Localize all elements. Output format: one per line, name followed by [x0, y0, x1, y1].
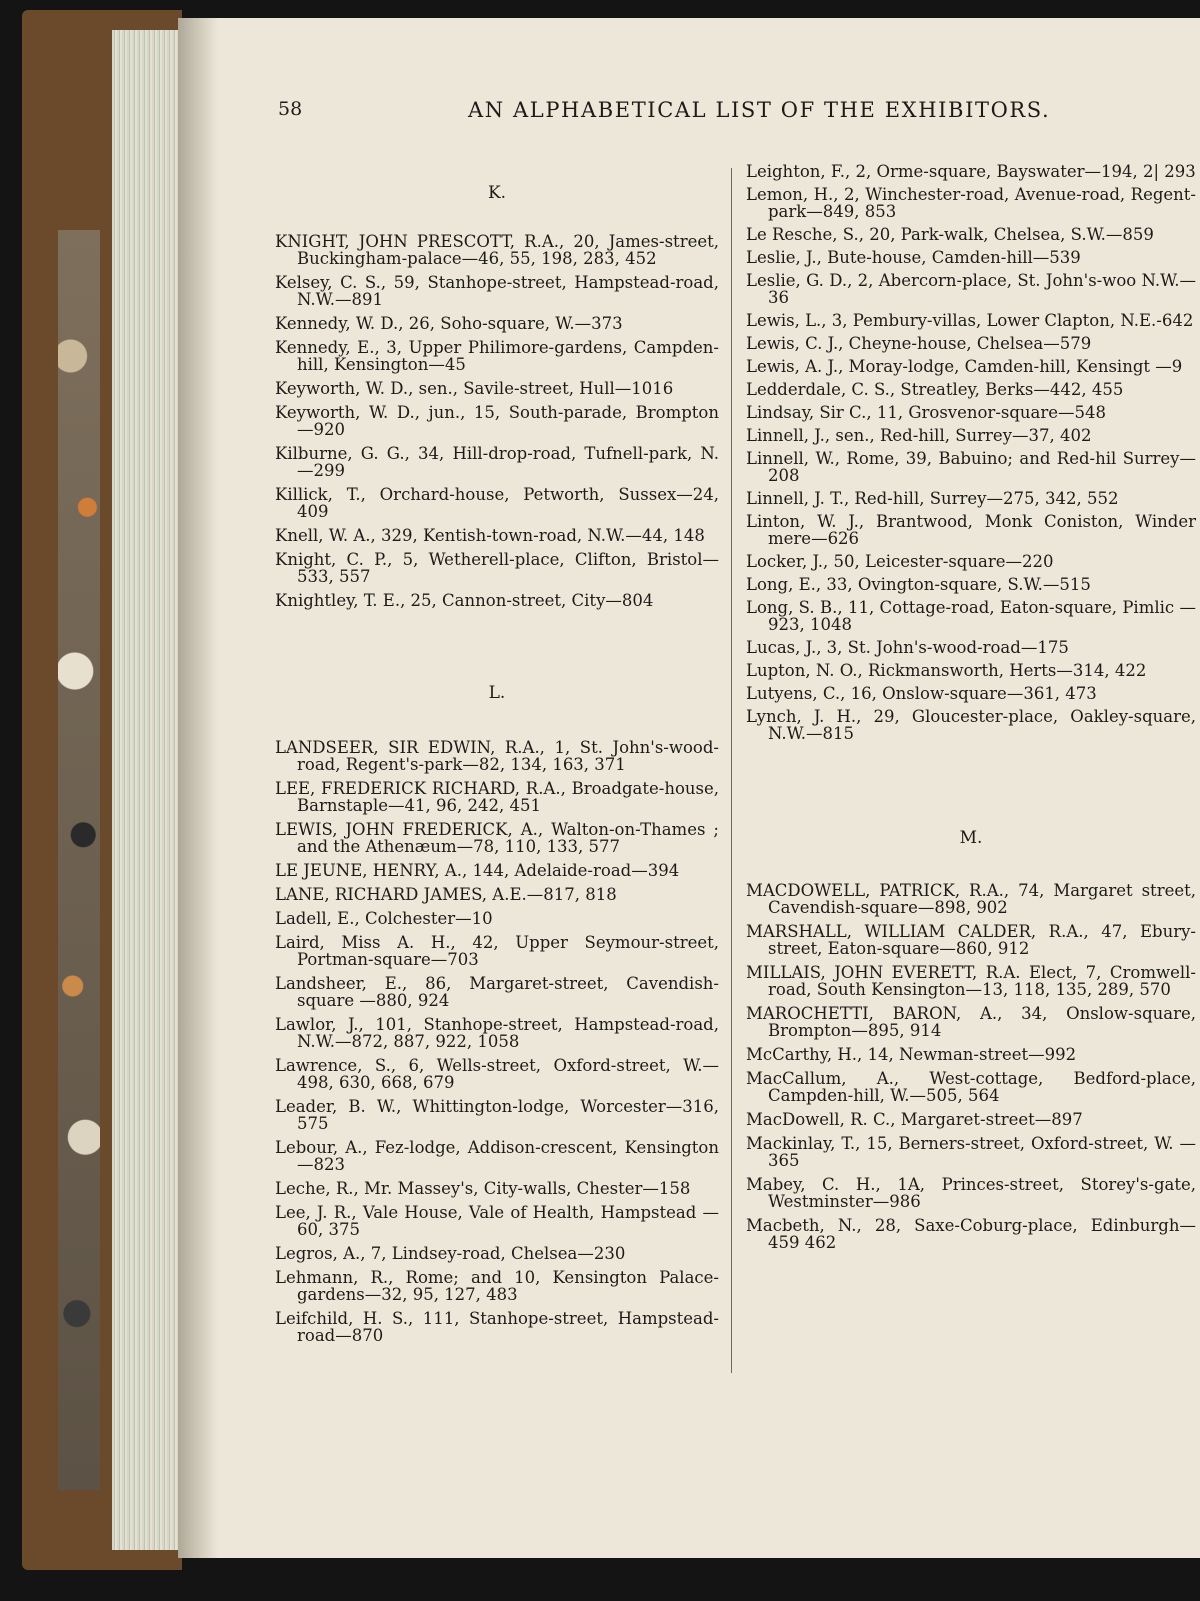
column-rule	[731, 168, 732, 1373]
entries-k	[275, 233, 719, 609]
exhibitor-entry: Kelsey, C. S., 59, Stanhope-street, Hampstead-road, N.W.—891	[275, 273, 719, 309]
exhibitor-entry: Lemon, H., 2, Winchester-road, Avenue-road, Regent-park—849, 853	[746, 185, 1196, 221]
marbled-endpaper	[58, 230, 100, 1490]
exhibitor-entry: Leslie, G. D., 2, Abercorn-place, St. John's-woo N.W.—36	[746, 271, 1196, 307]
exhibitor-entry: Lewis, L., 3, Pembury-villas, Lower Clapton, N.E.-642	[746, 311, 1194, 330]
entries-l	[275, 739, 719, 1344]
exhibitor-entry: Knell, W. A., 329, Kentish-town-road, N.W.—44, 148	[275, 526, 705, 545]
exhibitor-entry: Killick, T., Orchard-house, Petworth, Sussex—24, 409	[275, 485, 719, 521]
exhibitor-entry: Kilburne, G. G., 34, Hill-drop-road, Tufnell-park, N. —299	[275, 444, 719, 480]
exhibitor-entry: Mackinlay, T., 15, Berners-street, Oxford-street, W. —365	[746, 1134, 1196, 1170]
exhibitor-entry: MILLAIS, JOHN EVERETT, R.A. Elect, 7, Cromwell-road, South Kensington—13, 118, 135, 289, 570	[746, 963, 1196, 999]
exhibitor-entry: Lutyens, C., 16, Onslow-square—361, 473	[746, 684, 1097, 703]
page-number: 58	[278, 98, 303, 120]
exhibitor-entry: Legros, A., 7, Lindsey-road, Chelsea—230	[275, 1244, 626, 1263]
exhibitor-entry: MARSHALL, WILLIAM CALDER, R.A., 47, Ebury-street, Eaton-square—860, 912	[746, 922, 1196, 958]
exhibitor-entry: Lewis, C. J., Cheyne-house, Chelsea—579	[746, 334, 1092, 353]
exhibitor-entry: Leighton, F., 2, Orme-square, Bayswater—194, 2| 293	[746, 162, 1196, 181]
exhibitor-entry: Knightley, T. E., 25, Cannon-street, City—804	[275, 591, 654, 610]
exhibitor-entry: KNIGHT, JOHN PRESCOTT, R.A., 20, James-street, Buckingham-palace—46, 55, 198, 283, 452	[275, 232, 719, 268]
exhibitor-entry: Leche, R., Mr. Massey's, City-walls, Chester—158	[275, 1179, 691, 1198]
exhibitor-entry: Kennedy, W. D., 26, Soho-square, W.—373	[275, 314, 623, 333]
exhibitor-entry: Keyworth, W. D., jun., 15, South-parade, Brompton —920	[275, 403, 719, 439]
page-edges	[112, 30, 182, 1550]
exhibitor-entry: Lawrence, S., 6, Wells-street, Oxford-street, W.—498, 630, 668, 679	[275, 1056, 719, 1092]
exhibitor-entry: LANDSEER, SIR EDWIN, R.A., 1, St. John's-wood-road, Regent's-park—82, 134, 163, 371	[275, 738, 719, 774]
exhibitor-entry: Ledderdale, C. S., Streatley, Berks—442, 455	[746, 380, 1124, 399]
exhibitor-entry: Linnell, W., Rome, 39, Babuino; and Red-hil Surrey—208	[746, 449, 1196, 485]
exhibitor-entry: Lucas, J., 3, St. John's-wood-road—175	[746, 638, 1069, 657]
exhibitor-entry: Le Resche, S., 20, Park-walk, Chelsea, S.W.—859	[746, 225, 1154, 244]
exhibitor-entry: MacCallum, A., West-cottage, Bedford-place, Campden-hill, W.—505, 564	[746, 1069, 1196, 1105]
exhibitor-entry: Long, E., 33, Ovington-square, S.W.—515	[746, 575, 1091, 594]
exhibitor-entry: LE JEUNE, HENRY, A., 144, Adelaide-road—394	[275, 861, 680, 880]
exhibitor-entry: Long, S. B., 11, Cottage-road, Eaton-square, Pimlic —923, 1048	[746, 598, 1196, 634]
exhibitor-entry: Leifchild, H. S., 111, Stanhope-street, Hampstead-road—870	[275, 1309, 719, 1345]
exhibitor-entry: LEWIS, JOHN FREDERICK, A., Walton-on-Thames ; and the Athenæum—78, 110, 133, 577	[275, 820, 719, 856]
exhibitor-entry: Leader, B. W., Whittington-lodge, Worcester—316, 575	[275, 1097, 719, 1133]
exhibitor-entry: Keyworth, W. D., sen., Savile-street, Hull—1016	[275, 379, 674, 398]
exhibitor-entry: LANE, RICHARD JAMES, A.E.—817, 818	[275, 885, 617, 904]
exhibitor-entry: Lebour, A., Fez-lodge, Addison-crescent, Kensington —823	[275, 1138, 719, 1174]
exhibitor-entry: Landsheer, E., 86, Margaret-street, Cavendish-square —880, 924	[275, 974, 719, 1010]
exhibitor-entry: Lee, J. R., Vale House, Vale of Health, Hampstead —60, 375	[275, 1203, 719, 1239]
page-title: AN ALPHABETICAL LIST OF THE EXHIBITORS.	[468, 98, 1051, 122]
right-column	[746, 163, 1196, 1258]
exhibitor-entry: Lupton, N. O., Rickmansworth, Herts—314, 422	[746, 661, 1147, 680]
exhibitor-entry: Leslie, J., Bute-house, Camden-hill—539	[746, 248, 1081, 267]
exhibitor-entry: Locker, J., 50, Leicester-square—220	[746, 552, 1054, 571]
section-letter-k: K.	[487, 183, 507, 203]
exhibitor-entry: Lawlor, J., 101, Stanhope-street, Hampstead-road, N.W.—872, 887, 922, 1058	[275, 1015, 719, 1051]
exhibitor-entry: Knight, C. P., 5, Wetherell-place, Clifton, Bristol—533, 557	[275, 550, 719, 586]
exhibitor-entry: Lindsay, Sir C., 11, Grosvenor-square—548	[746, 403, 1107, 422]
exhibitor-entry: MacDowell, R. C., Margaret-street—897	[746, 1110, 1083, 1129]
exhibitor-entry: Linton, W. J., Brantwood, Monk Coniston, Winder mere—626	[746, 512, 1196, 548]
exhibitor-entry: MACDOWELL, PATRICK, R.A., 74, Margaret street, Cavendish-square—898, 902	[746, 881, 1196, 917]
exhibitor-entry: MAROCHETTI, BARON, A., 34, Onslow-square, Brompton—895, 914	[746, 1004, 1196, 1040]
exhibitor-entry: Kennedy, E., 3, Upper Philimore-gardens, Campden-hill, Kensington—45	[275, 338, 719, 374]
exhibitor-entry: Linnell, J. T., Red-hill, Surrey—275, 342, 552	[746, 489, 1119, 508]
exhibitor-entry: Lewis, A. J., Moray-lodge, Camden-hill, Kensingt —9	[746, 357, 1183, 376]
exhibitor-entry: McCarthy, H., 14, Newman-street—992	[746, 1045, 1077, 1064]
section-letter-l: L.	[488, 683, 506, 703]
book-page	[178, 18, 1200, 1558]
entries-m	[746, 882, 1196, 1251]
exhibitor-entry: Lynch, J. H., 29, Gloucester-place, Oakley-square, N.W.—815	[746, 707, 1196, 743]
exhibitor-entry: Lehmann, R., Rome; and 10, Kensington Palace-gardens—32, 95, 127, 483	[275, 1268, 719, 1304]
exhibitor-entry: Linnell, J., sen., Red-hill, Surrey—37, 402	[746, 426, 1092, 445]
exhibitor-entry: Laird, Miss A. H., 42, Upper Seymour-street, Portman-square—703	[275, 933, 719, 969]
exhibitor-entry: Ladell, E., Colchester—10	[275, 909, 493, 928]
exhibitor-entry: Mabey, C. H., 1A, Princes-street, Storey's-gate, Westminster—986	[746, 1175, 1196, 1211]
left-column	[275, 163, 719, 1351]
exhibitor-entry: Macbeth, N., 28, Saxe-Coburg-place, Edinburgh—459 462	[746, 1216, 1196, 1252]
section-letter-m: M.	[959, 828, 983, 848]
running-head	[278, 90, 1198, 130]
exhibitor-entry: LEE, FREDERICK RICHARD, R.A., Broadgate-house, Barnstaple—41, 96, 242, 451	[275, 779, 719, 815]
gutter-shadow	[178, 18, 218, 1558]
entries-l-continued	[746, 163, 1196, 742]
